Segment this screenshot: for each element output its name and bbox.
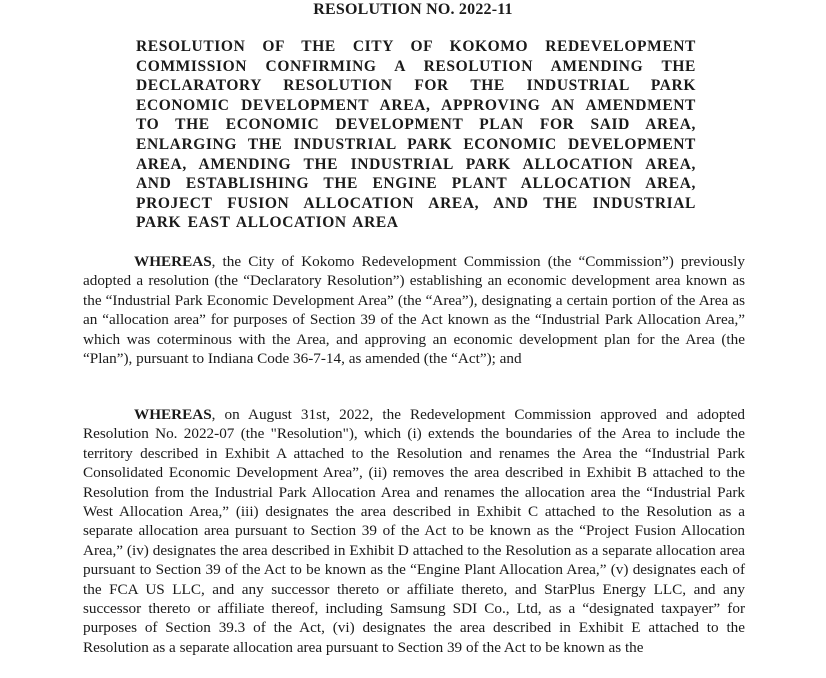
- whereas-paragraph-1: [83, 252, 745, 368]
- whereas-text-1: , the City of Kokomo Redevelopment Commission (the “Commission”) previously adopted a resolution (the “Declaratory Resolution”) establishing an economic development area known as the “Industrial Park Economic Development Area” (the “Area”), designating a certain portion of the Area as an “allocation area” for purposes of Section 39 of the Act known as the “Industrial Park Allocation Area,” which was coterminous with the Area, and approving an economic development plan for the Area (the “Plan”), pursuant to Indiana Code 36-7-14, as amended (the “Act”); and: [83, 253, 745, 368]
- resolution-title: RESOLUTION OF THE CITY OF KOKOMO REDEVELOPMENT COMMISSION CONFIRMING A RESOLUTION AMENDING THE DECLARATORY RESOLUTION FOR THE INDUSTRIAL PARK ECONOMIC DEVELOPMENT AREA, APPROVING AN AMENDMENT TO THE ECONOMIC DEVELOPMENT PLAN FOR SAID AREA, ENLARGING THE INDUSTRIAL PARK ECONOMIC DEVELOPMENT AREA, AMENDING THE INDUSTRIAL PARK ALLOCATION AREA, AND ESTABLISHING THE ENGINE PLANT ALLOCATION AREA, PROJECT FUSION ALLOCATION AREA, AND THE INDUSTRIAL PARK EAST ALLOCATION AREA: [136, 38, 696, 232]
- resolution-number-heading: RESOLUTION NO. 2022-11: [313, 1, 513, 18]
- whereas-paragraph-2: [83, 405, 745, 657]
- whereas-lead-2: WHEREAS: [134, 406, 212, 423]
- whereas-lead-1: WHEREAS: [134, 253, 212, 270]
- whereas-text-2: , on August 31st, 2022, the Redevelopment Commission approved and adopted Resolution No. 2022-07 (the "Resolution"), which (i) extends the boundaries of the Area to include the territory described in Exhibit A attached to the Resolution and renames the Area the “Industrial Park Consolidated Economic Development Area”, (ii) removes the area described in Exhibit B attached to the Resolution from the Industrial Park Allocation Area and renames the allocation area the “Industrial Park West Allocation Area,” (iii) designates the area described in Exhibit C attached to the Resolution as a separate allocation area pursuant to Section 39 of the Act to be known as the “Project Fusion Allocation Area,” (iv) designates the area described in Exhibit D attached to the Resolution as a separate allocation area pursuant to Section 39 of the Act to be known as the “Engine Plant Allocation Area,” (v) designates each of the FCA US LLC, and any successor thereto or affiliate thereto, and StarPlus Energy LLC, and any successor thereto or affiliate thereof, including Samsung SDI Co., Ltd, as a “designated taxpayer” for purposes of Section 39.3 of the Act, (vi) designates the area described in Exhibit E attached to the Resolution as a separate allocation area pursuant to Section 39 of the Act to be known as the: [83, 406, 745, 656]
